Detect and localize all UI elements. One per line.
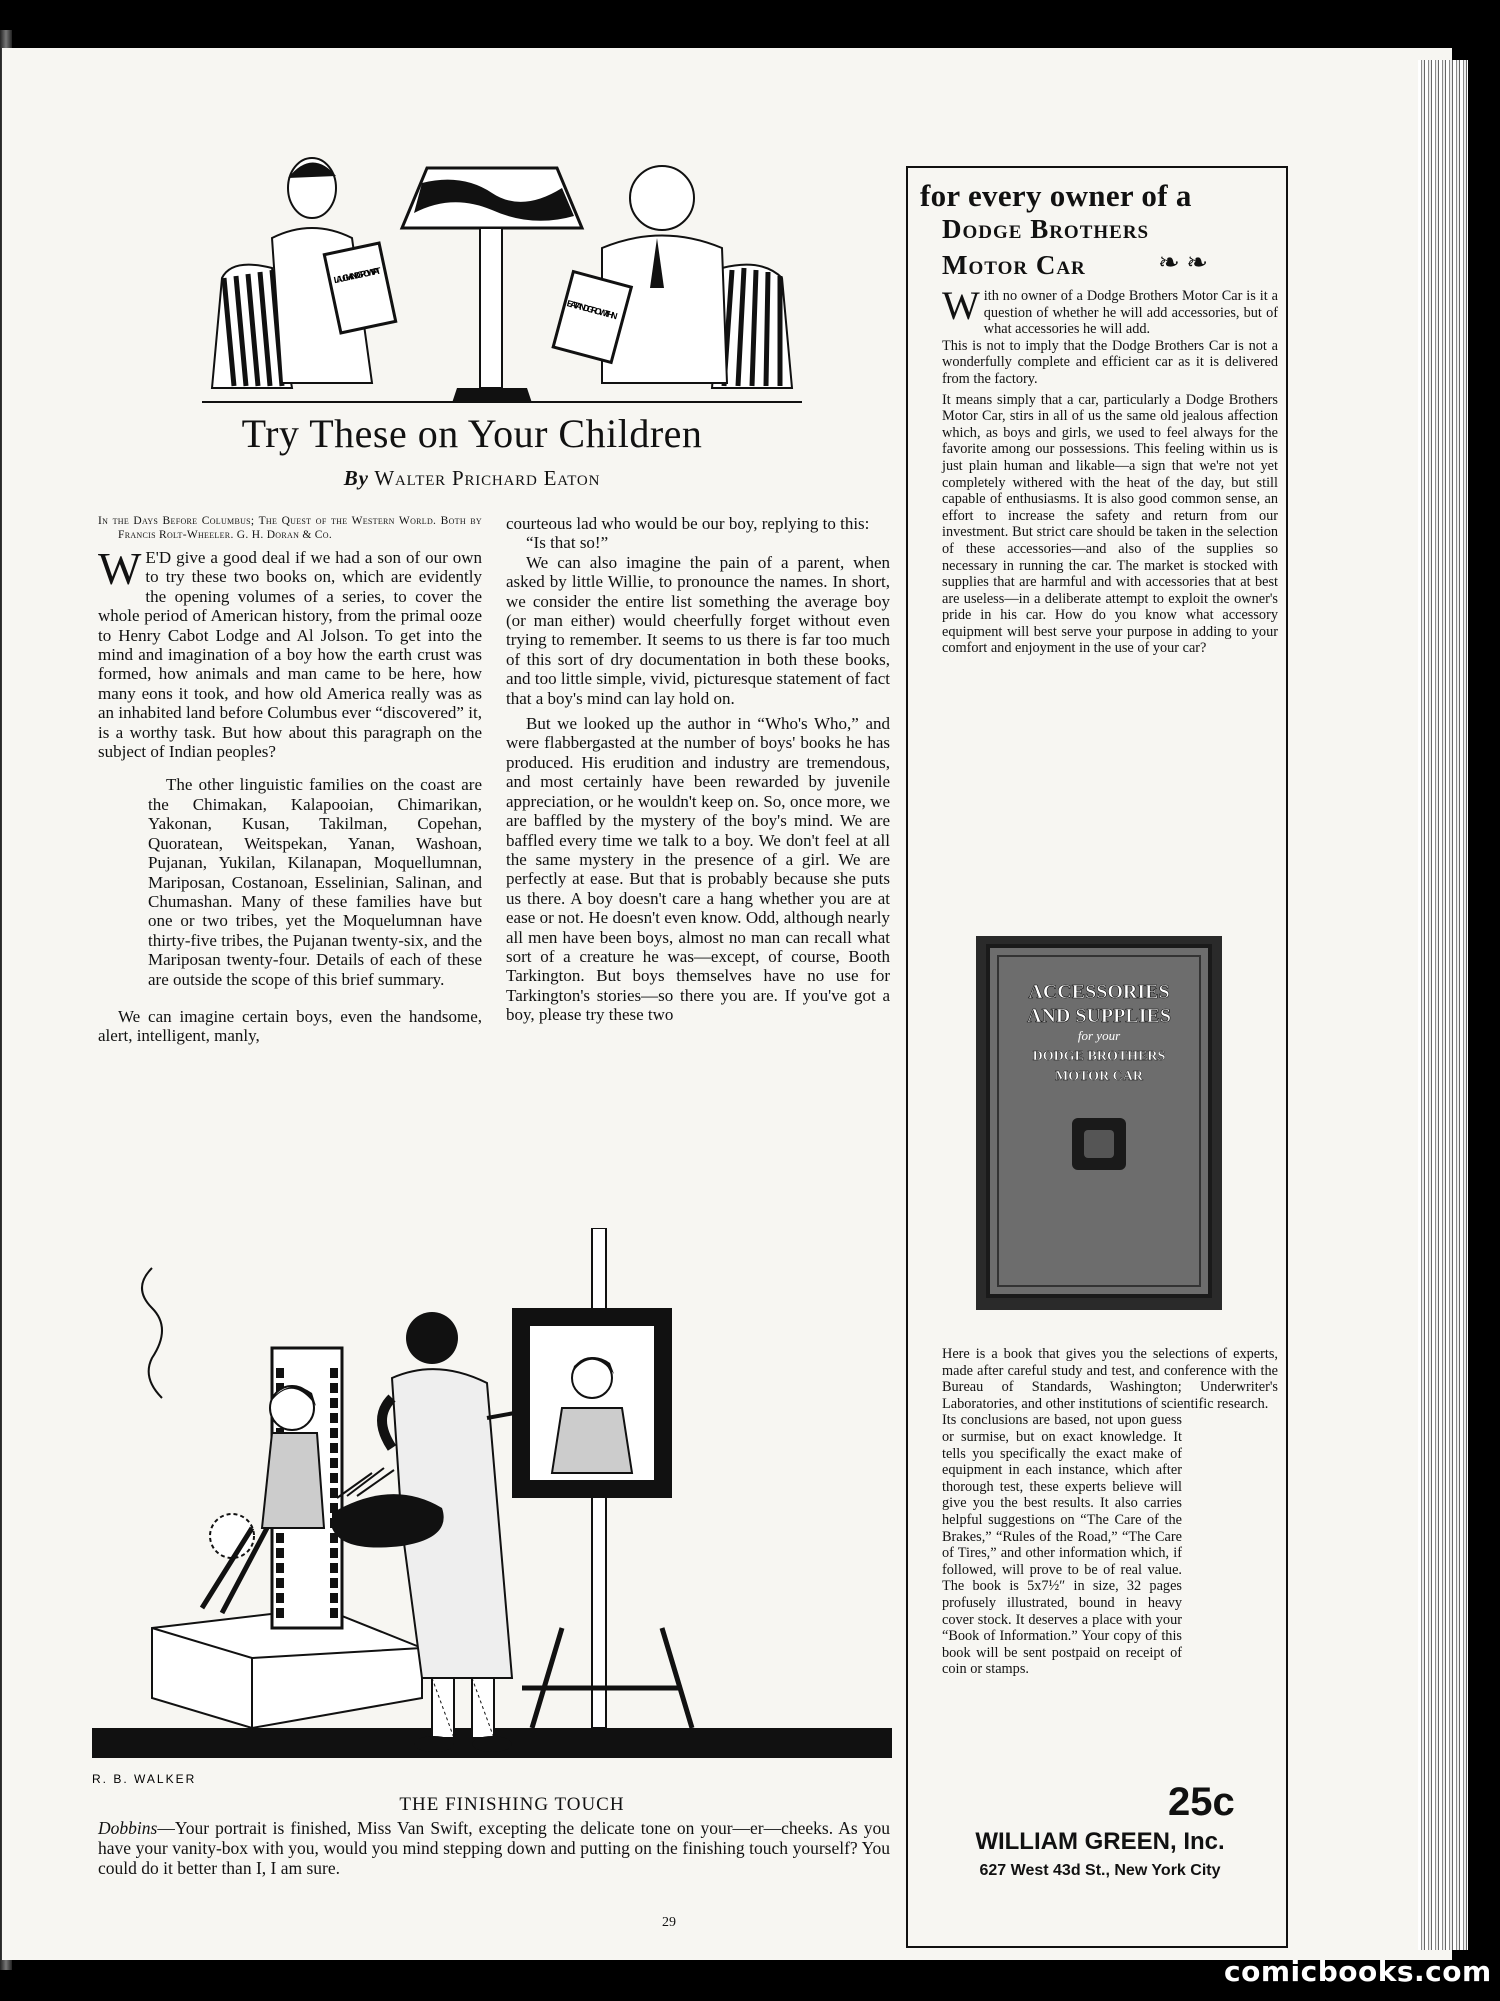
book-left-title: LAUGH AND GROW FAT [332,265,382,286]
page-edges [1418,60,1468,1950]
cartoon-title: THE FINISHING TOUCH [399,1794,625,1815]
ad-paragraph-5: Its conclusions are based, not upon guess or surmise, but on exact knowledge. It tells you specifically the exact make of equipment in each instance, which after thorough test, these experts believe will give you the best results. It also carries helpful suggestions on “The Care of the Brakes,” “Rules of the Road,” “The Care of Tires,” and other information which, if followed, will prove to be of real value. The book is 5x7½″ in size, 32 pages profusely illustrated, bound in heavy cover stock. It deserves a place with your “Book of Information.” Your copy of this book will be sent postpaid on receipt of coin or stamps. [942,1412,1182,1678]
advertisement [906,166,1288,1948]
caption-text: —Your portrait is finished, Miss Van Swift, excepting the delicate tone on your—er—cheeks. As you have your vanity-box with you, would you mind stepping down and putting on the finishing touch yourself? You could do it better than I, I am sure. [98,1818,890,1878]
ad-address: 627 West 43d St., New York City [979,1862,1221,1879]
cartoon-illustration [92,1228,892,1788]
ad-book-title-2: AND SUPPLIES [1027,1005,1171,1027]
column-2-paragraph-4: But we looked up the author in “Who's Who,” and were flabbergasted at the number of boys' books he has produced. His erudition and industry are tremendous, and most certainly have been rewarded by juvenile appreciation, or he wouldn't keep on. So, once more, we are baffled by the mystery of the boy's mind. We are baffled every time we talk to a boy. We don't feel at all the same mystery in the presence of a girl. We are perfectly at ease. But that is probably because she puts us there. A boy doesn't care a hang whether you are at ease or not. He doesn't even know. Odd, although nearly all men have been boys, almost no man can recall what sort of a creature he was—except, of course, Booth Tarkington. But boys themselves have no use for Tarkington's stories—so there you are. If you've got a boy, please try these two [506,714,890,1025]
ad-headline-3: Motor Car [942,250,1086,280]
column-1-paragraph-1 [98,543,482,762]
ad-ornament: ❧ ❧ [1158,248,1209,277]
ad-price: 25c [1168,1780,1235,1824]
ad-body-bottom [942,1346,1278,1678]
column-1-paragraph-2: We can imagine certain boys, even the handsome, alert, intelligent, manly, [98,1006,482,1046]
ad-company: WILLIAM GREEN, Inc. [975,1828,1225,1855]
drop-cap: W [98,543,142,594]
column-2-paragraph-1: courteous lad who would be our boy, replying to this: [506,514,870,533]
quote-text: The other linguistic families on the coast are the Chimakan, Kalapooian, Chimarikan, Yakonan, Kusan, Takilman, Copehan, Quoratean, Weitspekan, Yanan, Washoan, Pujanan, Yukilan, Kilanapan, Moquellumnan, Mariposan, Costanoan, Esselinian, Salinan, and Chumashan. Many of these families have but one or two tribes, yet the Moquelumnan have thirty-five tribes, the Pujanan twenty-six, and the Mariposan twenty-four. Details of each of these are outside the scope of this brief summary. [148,775,482,989]
ad-paragraph-1-text: ith no owner of a Dodge Brothers Motor Car is it a question of whether he will add accessories, but of what accessories he will add. [983,288,1278,338]
author-name: Walter Prichard Eaton [374,466,601,490]
watermark: comicbooks.com [1224,1955,1492,1988]
ad-book-title-4: DODGE BROTHERS [1032,1049,1166,1064]
page-number: 29 [662,1915,676,1930]
ad-book-image [976,936,1222,1310]
column-1-paragraph-1-text: E'D give a good deal if we had a son of our own to try these two books on, which are evidently the opening volumes of a series, to cover the whole period of American history, from the primal ooze to Henry Cabot Lodge and Al Jolson. To get into the mind and imagination of a boy how the earth crust was formed, how animals and man came to be here, how many eons it took, and how old America really was as an inhabited land before Columbus ever “discovered” it, is a worthy task. But how about this paragraph on the subject of Indian peoples? [98,548,482,762]
ad-drop-cap: W [942,283,980,328]
artist-signature: R. B. WALKER [92,1772,197,1786]
ad-book-title-1: ACCESSORIES [1028,981,1170,1003]
column-2-paragraph-2: “Is that so!” [526,533,609,553]
ad-book-title-5: MOTOR CAR [1054,1069,1144,1084]
book-right-title: EAT AND GROW THIN [565,298,619,322]
byline-prefix: By [343,466,369,490]
source-note: In the Days Before Columbus; The Quest of the Western World. Both by Francis Rolt-Wheeler. G. H. Doran & Co. [98,515,482,541]
magazine-page [2,48,1452,1960]
ad-paragraph-1 [942,283,1278,338]
ad-book-title-3: for your [1077,1028,1121,1043]
ad-paragraph-2: This is not to imply that the Dodge Brothers Car is not a wonderfully complete and efficient car as it is delivered from the factory. [942,337,1278,387]
header-illustration [202,118,802,408]
caption-speaker: Dobbins [98,1818,158,1838]
ad-paragraph-3: It means simply that a car, particularly a Dodge Brothers Motor Car, stirs in all of us the same old jealous affection which, as boys and girls, we used to feel always for the favorite among our possessions. This feeling within us is just plain human and likable—a sign that we're not yet completely withered with the heat of the day, but still capable of enthusiasms. It is also good common sense, an effort to increase the safety and return from our investment. But strict care should be taken in the selection of these accessories—and also of the supplies so necessary in running the car. The market is stocked with supplies that are harmful and with accessories that at best are useless—in a deliberate attempt to exploit the owner's pride in his car. How do you know what accessory equipment will best serve your purpose in adding to your comfort and enjoyment in the use of your car? [942,391,1278,657]
article-title: Try These on Your Children [241,411,703,456]
ad-headline-1: for every owner of a [920,178,1192,213]
article-column-2 [506,514,890,1025]
column-2-paragraph-3: We can also imagine the pain of a parent, when asked by little Willie, to pronounce the names. In short, we consider the entire list something the average boy (or man either) would cheerfully forget without even trying to remember. It seems to us there is far too much of this sort of dry documentation in both these books, and too little simple, vivid, picturesque statement of fact that a boy's mind can lay hold on. [506,552,890,708]
ad-headline-2: Dodge Brothers [942,214,1150,244]
article-column-1 [98,514,482,1046]
article-byline [152,466,792,491]
ad-paragraph-4: Here is a book that gives you the selections of experts, made after careful study and test, and conference with the Bureau of Standards, Washington; Underwriter's Laboratories, and other institutions of scientific research. [942,1346,1278,1412]
block-quote [98,775,482,988]
ad-body-top [942,283,1278,657]
cartoon-caption [98,1818,890,1878]
